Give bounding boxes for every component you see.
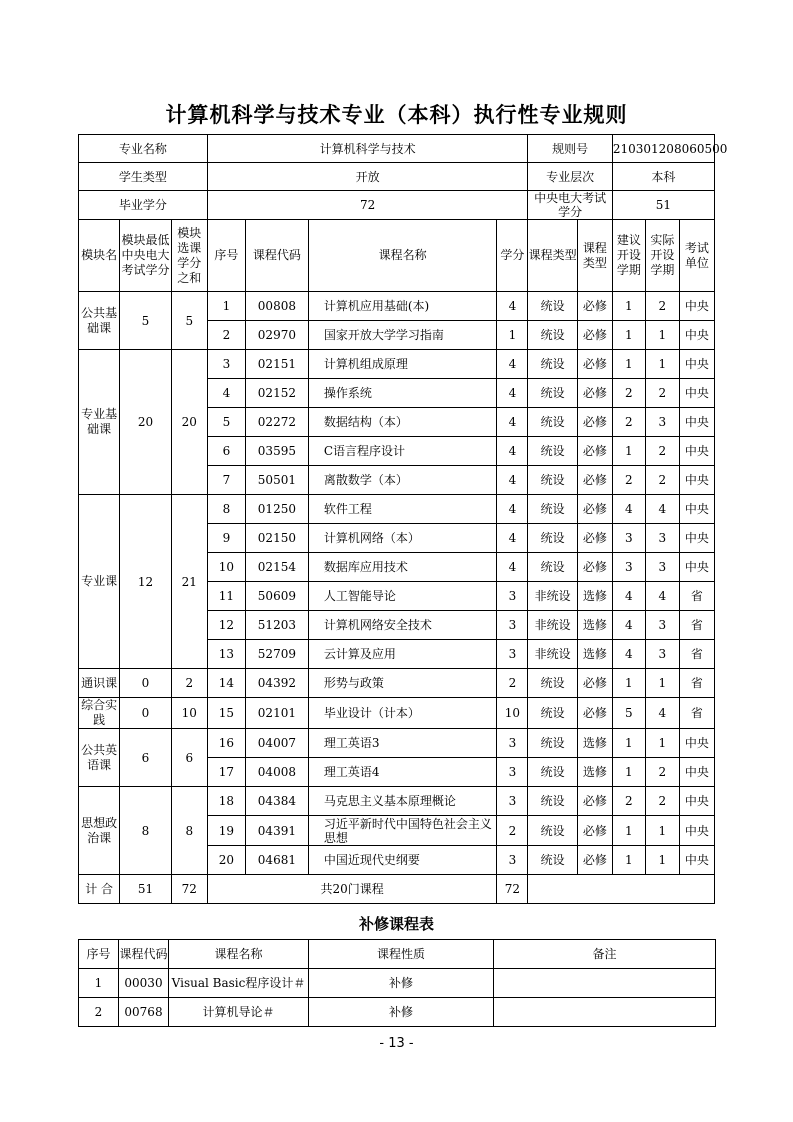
course-name: 毕业设计（计本）: [308, 698, 497, 729]
course-category: 必修: [577, 321, 612, 350]
course-type: 统设: [528, 669, 577, 698]
course-suggest-term: 1: [612, 758, 645, 787]
course-type: 统设: [528, 524, 577, 553]
module-min-credit: 12: [120, 495, 172, 669]
course-credit: 4: [497, 466, 528, 495]
course-name: 形势与政策: [308, 669, 497, 698]
central-value: 51: [612, 191, 714, 220]
course-row: [79, 292, 715, 321]
course-credit: 3: [497, 640, 528, 669]
module-name: 综合实践: [79, 698, 120, 729]
course-seq: 1: [207, 292, 245, 321]
module-elective-sum: 21: [171, 495, 207, 669]
course-suggest-term: 1: [612, 321, 645, 350]
course-name: 人工智能导论: [308, 582, 497, 611]
course-type: 统设: [528, 292, 577, 321]
page-title: 计算机科学与技术专业（本科）执行性专业规则: [165, 103, 628, 127]
course-seq: 20: [207, 846, 245, 875]
course-suggest-term: 1: [612, 437, 645, 466]
total-course-count: 共20门课程: [207, 875, 497, 904]
course-code: 50501: [245, 466, 308, 495]
module-min-credit: 5: [120, 292, 172, 350]
course-seq: 6: [207, 437, 245, 466]
course-category: 必修: [577, 379, 612, 408]
header-credit: 学分: [497, 220, 528, 292]
course-actual-term: 4: [645, 698, 679, 729]
course-exam-unit: 中央: [679, 321, 714, 350]
course-credit: 3: [497, 758, 528, 787]
course-credit: 4: [497, 495, 528, 524]
course-code: 04392: [245, 669, 308, 698]
course-credit: 4: [497, 553, 528, 582]
credit-value: 72: [207, 191, 528, 220]
course-category: 选修: [577, 640, 612, 669]
course-exam-unit: 中央: [679, 292, 714, 321]
course-type: 统设: [528, 846, 577, 875]
course-seq: 9: [207, 524, 245, 553]
course-seq: 16: [207, 729, 245, 758]
course-actual-term: 2: [645, 787, 679, 816]
supplement-header-seq: 序号: [79, 940, 119, 969]
supplement-header-name: 课程名称: [169, 940, 309, 969]
course-code: 04681: [245, 846, 308, 875]
course-category: 必修: [577, 437, 612, 466]
course-exam-unit: 省: [679, 640, 714, 669]
course-seq: 7: [207, 466, 245, 495]
course-name: 离散数学（本）: [308, 466, 497, 495]
course-type: 统设: [528, 698, 577, 729]
course-suggest-term: 4: [612, 640, 645, 669]
supplement-row: [79, 998, 716, 1027]
course-actual-term: 3: [645, 640, 679, 669]
module-elective-sum: 6: [171, 729, 207, 787]
central-label: 中央电大考试学分: [528, 191, 613, 220]
course-credit: 3: [497, 582, 528, 611]
supplement-code: 00030: [119, 969, 169, 998]
course-code: 03595: [245, 437, 308, 466]
course-type: 统设: [528, 495, 577, 524]
course-name: 数据结构（本）: [308, 408, 497, 437]
course-name: 理工英语4: [308, 758, 497, 787]
module-name: 思想政治课: [79, 787, 120, 875]
course-type: 统设: [528, 553, 577, 582]
supplement-name: 计算机导论＃: [169, 998, 309, 1027]
course-actual-term: 3: [645, 524, 679, 553]
header-actual-term: 实际开设学期: [645, 220, 679, 292]
module-min-credit: 8: [120, 787, 172, 875]
course-row: [79, 729, 715, 758]
course-suggest-term: 3: [612, 553, 645, 582]
course-row: [79, 698, 715, 729]
course-suggest-term: 4: [612, 611, 645, 640]
supplement-name: Visual Basic程序设计＃: [169, 969, 309, 998]
course-suggest-term: 1: [612, 350, 645, 379]
course-seq: 19: [207, 816, 245, 846]
course-category: 选修: [577, 582, 612, 611]
supplement-table: [78, 939, 716, 1027]
course-seq: 8: [207, 495, 245, 524]
course-name: C语言程序设计: [308, 437, 497, 466]
module-min-credit: 0: [120, 669, 172, 698]
course-suggest-term: 2: [612, 787, 645, 816]
module-name: 公共基础课: [79, 292, 120, 350]
header-exam-unit: 考试单位: [679, 220, 714, 292]
module-elective-sum: 2: [171, 669, 207, 698]
course-type: 统设: [528, 816, 577, 846]
course-suggest-term: 1: [612, 669, 645, 698]
module-name: 专业基础课: [79, 350, 120, 495]
course-suggest-term: 5: [612, 698, 645, 729]
info-row-credit: [79, 191, 715, 220]
course-code: 52709: [245, 640, 308, 669]
rule-value: 210301208060500: [612, 135, 714, 163]
module-min-credit: 20: [120, 350, 172, 495]
supplement-note: [494, 969, 716, 998]
course-exam-unit: 中央: [679, 758, 714, 787]
course-code: 04384: [245, 787, 308, 816]
course-seq: 12: [207, 611, 245, 640]
course-seq: 4: [207, 379, 245, 408]
header-suggest-term: 建议开设学期: [612, 220, 645, 292]
course-credit: 4: [497, 292, 528, 321]
course-category: 必修: [577, 553, 612, 582]
module-min-credit: 6: [120, 729, 172, 787]
course-code: 02970: [245, 321, 308, 350]
course-exam-unit: 中央: [679, 408, 714, 437]
course-type: 统设: [528, 350, 577, 379]
course-actual-term: 2: [645, 466, 679, 495]
course-credit: 4: [497, 437, 528, 466]
header-name: 课程名称: [308, 220, 497, 292]
course-credit: 3: [497, 846, 528, 875]
course-row: [79, 787, 715, 816]
course-code: 02272: [245, 408, 308, 437]
course-category: 必修: [577, 408, 612, 437]
course-category: 必修: [577, 816, 612, 846]
course-name: 云计算及应用: [308, 640, 497, 669]
course-name: 操作系统: [308, 379, 497, 408]
course-seq: 17: [207, 758, 245, 787]
total-row: [79, 875, 715, 904]
course-suggest-term: 1: [612, 846, 645, 875]
supplement-header-row: [79, 940, 716, 969]
type-value: 开放: [207, 163, 528, 191]
course-suggest-term: 3: [612, 524, 645, 553]
course-category: 必修: [577, 698, 612, 729]
course-type: 统设: [528, 729, 577, 758]
module-elective-sum: 10: [171, 698, 207, 729]
course-seq: 13: [207, 640, 245, 669]
course-credit: 2: [497, 816, 528, 846]
course-exam-unit: 中央: [679, 466, 714, 495]
course-category: 必修: [577, 524, 612, 553]
supplement-header-code: 课程代码: [119, 940, 169, 969]
course-code: 02152: [245, 379, 308, 408]
course-type: 统设: [528, 758, 577, 787]
total-min-credit: 51: [120, 875, 172, 904]
major-value: 计算机科学与技术: [207, 135, 528, 163]
info-row-type: [79, 163, 715, 191]
course-name: 理工英语3: [308, 729, 497, 758]
course-type: 非统设: [528, 611, 577, 640]
course-exam-unit: 中央: [679, 787, 714, 816]
course-category: 必修: [577, 787, 612, 816]
type-label: 学生类型: [79, 163, 208, 191]
level-value: 本科: [612, 163, 714, 191]
course-seq: 3: [207, 350, 245, 379]
module-min-credit: 0: [120, 698, 172, 729]
course-actual-term: 1: [645, 846, 679, 875]
course-exam-unit: 中央: [679, 846, 714, 875]
course-name: 中国近现代史纲要: [308, 846, 497, 875]
course-seq: 15: [207, 698, 245, 729]
rule-label: 规则号: [528, 135, 613, 163]
course-actual-term: 1: [645, 816, 679, 846]
course-exam-unit: 中央: [679, 729, 714, 758]
course-exam-unit: 中央: [679, 524, 714, 553]
header-code: 课程代码: [245, 220, 308, 292]
course-type: 统设: [528, 466, 577, 495]
course-code: 02101: [245, 698, 308, 729]
course-code: 51203: [245, 611, 308, 640]
total-elective-sum: 72: [171, 875, 207, 904]
course-category: 必修: [577, 292, 612, 321]
course-category: 必修: [577, 846, 612, 875]
header-row: [79, 220, 715, 292]
course-actual-term: 4: [645, 495, 679, 524]
course-suggest-term: 1: [612, 816, 645, 846]
course-code: 02151: [245, 350, 308, 379]
supplement-seq: 2: [79, 998, 119, 1027]
supplement-row: [79, 969, 716, 998]
course-name: 马克思主义基本原理概论: [308, 787, 497, 816]
course-credit: 4: [497, 350, 528, 379]
course-exam-unit: 省: [679, 582, 714, 611]
course-type: 统设: [528, 321, 577, 350]
page-number: - 13 -: [379, 1036, 414, 1051]
module-elective-sum: 20: [171, 350, 207, 495]
course-name: 国家开放大学学习指南: [308, 321, 497, 350]
supplement-title: 补修课程表: [358, 915, 434, 933]
course-seq: 11: [207, 582, 245, 611]
course-seq: 10: [207, 553, 245, 582]
module-name: 公共英语课: [79, 729, 120, 787]
info-row-major: [79, 135, 715, 163]
course-actual-term: 1: [645, 321, 679, 350]
course-suggest-term: 1: [612, 292, 645, 321]
course-category: 必修: [577, 466, 612, 495]
course-row: [79, 669, 715, 698]
course-actual-term: 2: [645, 437, 679, 466]
course-credit: 4: [497, 408, 528, 437]
course-exam-unit: 省: [679, 669, 714, 698]
course-seq: 14: [207, 669, 245, 698]
course-code: 02154: [245, 553, 308, 582]
program-rules-table: [78, 134, 728, 904]
module-name: 通识课: [79, 669, 120, 698]
course-row: [79, 350, 715, 379]
header-elective-sum: 模块选课学分之和: [171, 220, 207, 292]
course-suggest-term: 4: [612, 495, 645, 524]
course-code: 50609: [245, 582, 308, 611]
header-course-cat: 课程类型: [577, 220, 612, 292]
supplement-header-note: 备注: [494, 940, 716, 969]
header-min-central: 模块最低中央电大考试学分: [120, 220, 172, 292]
header-course-type: 课程类型: [528, 220, 577, 292]
course-category: 选修: [577, 758, 612, 787]
total-credit: 72: [497, 875, 528, 904]
course-actual-term: 1: [645, 669, 679, 698]
course-category: 选修: [577, 729, 612, 758]
course-name: 软件工程: [308, 495, 497, 524]
course-code: 04391: [245, 816, 308, 846]
credit-label: 毕业学分: [79, 191, 208, 220]
course-credit: 3: [497, 611, 528, 640]
course-suggest-term: 1: [612, 729, 645, 758]
course-credit: 2: [497, 669, 528, 698]
supplement-note: [494, 998, 716, 1027]
total-label: 计 合: [79, 875, 120, 904]
course-code: 04008: [245, 758, 308, 787]
course-code: 01250: [245, 495, 308, 524]
course-suggest-term: 4: [612, 582, 645, 611]
course-suggest-term: 2: [612, 408, 645, 437]
major-label: 专业名称: [79, 135, 208, 163]
course-type: 统设: [528, 408, 577, 437]
course-type: 统设: [528, 437, 577, 466]
course-exam-unit: 中央: [679, 495, 714, 524]
course-exam-unit: 中央: [679, 350, 714, 379]
course-actual-term: 2: [645, 758, 679, 787]
course-credit: 3: [497, 729, 528, 758]
course-exam-unit: 中央: [679, 553, 714, 582]
course-type: 统设: [528, 787, 577, 816]
course-seq: 18: [207, 787, 245, 816]
course-actual-term: 2: [645, 292, 679, 321]
course-actual-term: 1: [645, 350, 679, 379]
course-code: 00808: [245, 292, 308, 321]
course-seq: 2: [207, 321, 245, 350]
course-actual-term: 3: [645, 408, 679, 437]
course-name: 计算机网络安全技术: [308, 611, 497, 640]
course-exam-unit: 省: [679, 611, 714, 640]
supplement-header-nature: 课程性质: [309, 940, 494, 969]
course-seq: 5: [207, 408, 245, 437]
course-credit: 4: [497, 524, 528, 553]
supplement-nature: 补修: [309, 998, 494, 1027]
course-name: 计算机应用基础(本): [308, 292, 497, 321]
course-suggest-term: 2: [612, 379, 645, 408]
course-code: 04007: [245, 729, 308, 758]
course-type: 统设: [528, 379, 577, 408]
course-category: 必修: [577, 350, 612, 379]
course-exam-unit: 中央: [679, 816, 714, 846]
course-actual-term: 3: [645, 553, 679, 582]
course-credit: 4: [497, 379, 528, 408]
course-row: [79, 495, 715, 524]
header-module: 模块名: [79, 220, 120, 292]
module-elective-sum: 5: [171, 292, 207, 350]
course-category: 必修: [577, 669, 612, 698]
course-exam-unit: 中央: [679, 437, 714, 466]
course-name: 数据库应用技术: [308, 553, 497, 582]
supplement-seq: 1: [79, 969, 119, 998]
course-credit: 3: [497, 787, 528, 816]
course-credit: 10: [497, 698, 528, 729]
course-exam-unit: 中央: [679, 379, 714, 408]
course-type: 非统设: [528, 640, 577, 669]
level-label: 专业层次: [528, 163, 613, 191]
course-name: 习近平新时代中国特色社会主义思想: [308, 816, 497, 846]
course-name: 计算机组成原理: [308, 350, 497, 379]
course-exam-unit: 省: [679, 698, 714, 729]
course-category: 选修: [577, 611, 612, 640]
total-empty-cell: [528, 875, 715, 904]
header-seq: 序号: [207, 220, 245, 292]
course-suggest-term: 2: [612, 466, 645, 495]
course-actual-term: 1: [645, 729, 679, 758]
course-actual-term: 3: [645, 611, 679, 640]
course-credit: 1: [497, 321, 528, 350]
course-type: 非统设: [528, 582, 577, 611]
supplement-nature: 补修: [309, 969, 494, 998]
course-name: 计算机网络（本）: [308, 524, 497, 553]
supplement-code: 00768: [119, 998, 169, 1027]
course-actual-term: 4: [645, 582, 679, 611]
course-actual-term: 2: [645, 379, 679, 408]
module-name: 专业课: [79, 495, 120, 669]
course-category: 必修: [577, 495, 612, 524]
module-elective-sum: 8: [171, 787, 207, 875]
course-code: 02150: [245, 524, 308, 553]
